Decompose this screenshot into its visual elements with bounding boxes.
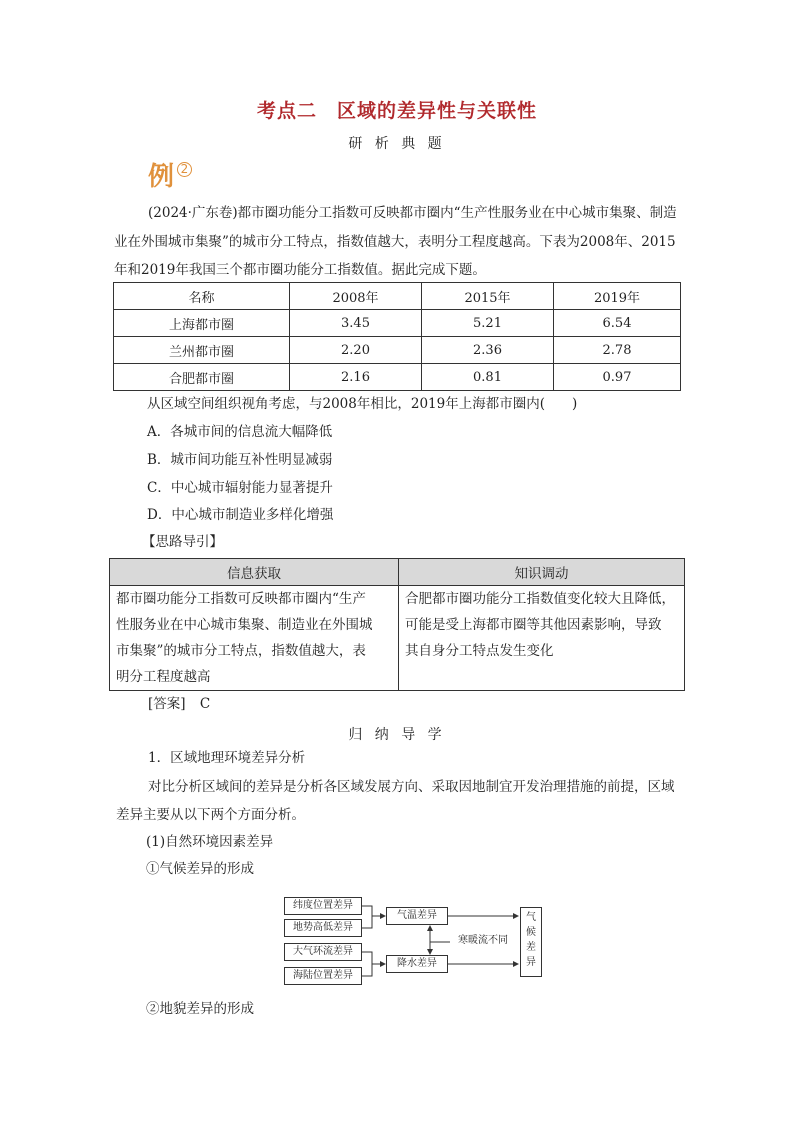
table-cell: 2.20 xyxy=(290,337,422,364)
answer-value: C xyxy=(199,696,211,712)
diagram-input-elevation: 地势高低差异 xyxy=(284,919,362,937)
guide-label: 【思路导引】 xyxy=(142,534,223,550)
guide-header-row xyxy=(110,559,685,586)
page-title: 考点二 区域的差异性与关联性 xyxy=(256,100,537,122)
guide-info-line: 性服务业在中心城市集聚、制造业在外围城 xyxy=(116,617,373,633)
guide-header-info: 信息获取 xyxy=(110,559,399,586)
guide-info-cell xyxy=(110,586,399,691)
table-cell: 上海都市圈 xyxy=(114,310,290,337)
index-table xyxy=(113,282,681,391)
answer-label: [答案] xyxy=(148,696,186,712)
guide-knowledge-line: 合肥都市圈功能分工指数值变化较大且降低， xyxy=(405,591,675,607)
diagram-temperature-box: 气温差异 xyxy=(386,907,448,925)
option-b: B．城市间功能互补性明显减弱 xyxy=(147,452,333,468)
option-c: C．中心城市辐射能力显著提升 xyxy=(147,480,333,496)
table-cell: 合肥都市圈 xyxy=(114,364,290,391)
table-row xyxy=(114,337,681,364)
section-heading-yanxi: 研 析 典 题 xyxy=(348,136,446,152)
diagram-input-circulation: 大气环流差异 xyxy=(284,943,362,961)
guide-info-line: 都市圈功能分工指数可反映都市圈内“生产 xyxy=(116,591,366,607)
example-label: 例 xyxy=(148,162,175,192)
table-header-cell: 2019年 xyxy=(554,283,681,310)
table-cell: 2.16 xyxy=(290,364,422,391)
guide-knowledge-line: 其自身分工特点发生变化 xyxy=(405,643,554,659)
diagram-current-label: 寒暖流不同 xyxy=(452,933,514,949)
heading-2: (1)自然环境因素差异 xyxy=(146,834,274,850)
table-cell: 0.97 xyxy=(554,364,681,391)
table-header-cell: 名称 xyxy=(114,283,290,310)
diagram-result-char: 气 xyxy=(526,912,536,923)
table-cell: 3.45 xyxy=(290,310,422,337)
paragraph-1: 对比分析区域间的差异是分析各区域发展方向、采取因地制宜开发治理措施的前提，区域差异主要从以下两个方面分析。 xyxy=(116,779,675,823)
table-row xyxy=(114,364,681,391)
table-row xyxy=(114,310,681,337)
diagram-result-char: 候 xyxy=(526,927,536,938)
guide-info-line: 明分工程度越高 xyxy=(116,669,211,685)
heading-1: 1．区域地理环境差异分析 xyxy=(148,750,306,766)
diagram-input-landsea: 海陆位置差异 xyxy=(284,967,362,985)
diagram-input-latitude: 纬度位置差异 xyxy=(284,897,362,915)
guide-row xyxy=(110,586,685,691)
table-header-cell: 2015年 xyxy=(422,283,554,310)
table-cell: 6.54 xyxy=(554,310,681,337)
heading-3: ①气候差异的形成 xyxy=(146,861,254,877)
option-a: A．各城市间的信息流大幅降低 xyxy=(147,424,333,440)
climate-diagram xyxy=(280,890,560,990)
example-number: 2 xyxy=(177,162,192,177)
table-cell: 5.21 xyxy=(422,310,554,337)
question-stem: 从区域空间组织视角考虑，与2008年相比，2019年上海都市圈内( ) xyxy=(147,396,578,412)
guide-info-line: 市集聚”的城市分工特点，指数值越大，表 xyxy=(116,643,366,659)
heading-4: ②地貌差异的形成 xyxy=(146,1001,254,1017)
table-cell: 0.81 xyxy=(422,364,554,391)
diagram-result-box xyxy=(520,907,542,977)
option-d: D．中心城市制造业多样化增强 xyxy=(147,507,334,523)
section-heading-guina: 归 纳 导 学 xyxy=(348,727,446,743)
answer xyxy=(148,694,210,714)
diagram-precipitation-box: 降水差异 xyxy=(386,955,448,973)
guide-knowledge-line: 可能是受上海都市圈等其他因素影响，导致 xyxy=(405,617,662,633)
guide-table xyxy=(109,558,685,691)
table-header-cell: 2008年 xyxy=(290,283,422,310)
diagram-result-char: 异 xyxy=(526,957,536,968)
question-intro: (2024·广东卷)都市圈功能分工指数可反映都市圈内“生产性服务业在中心城市集聚、制造业在外围城市集聚”的城市分工特点，指数值越大，表明分工程度越高。下表为2008年、2015年和2019年我国三个都市圈功能分工指数值。据此完成下题。 xyxy=(114,205,677,278)
diagram-result-char: 差 xyxy=(526,942,536,953)
table-cell: 2.78 xyxy=(554,337,681,364)
table-cell: 2.36 xyxy=(422,337,554,364)
guide-knowledge-cell xyxy=(399,586,685,691)
table-cell: 兰州都市圈 xyxy=(114,337,290,364)
guide-header-knowledge: 知识调动 xyxy=(399,559,685,586)
table-header-row xyxy=(114,283,681,310)
